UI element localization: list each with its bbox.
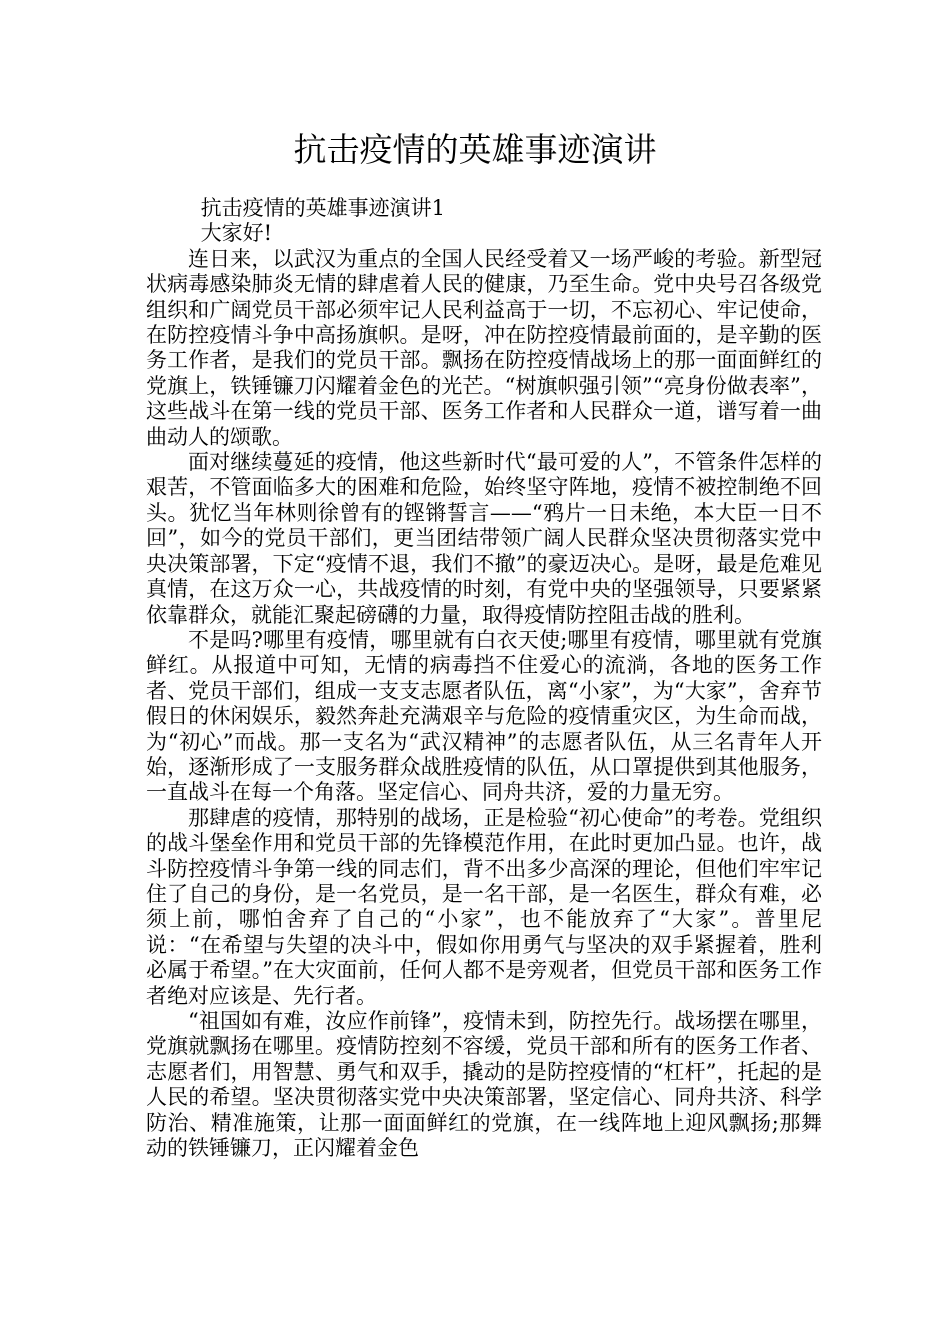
document-title: 抗击疫情的英雄事迹演讲 [293, 130, 657, 169]
body-paragraph-5: “祖国如有难，汝应作前锋”，疫情未到，防控先行。战场摆在哪里，党旗就飘扬在哪里。疫情防控刻不容缓，党员干部和所有的医务工作者、志愿者们，用智慧、勇气和双手，撬动的是防控疫情的“杠杆”，托起的是人民的希望。坚决贯彻落实党中央决策部署，坚定信心、同舟共济、科学防治、精准施策，让那一面面鲜红的党旗，在一线阵地上迎风飘扬;那舞动的铁锤镰刀，正闪耀着金色 [146, 1009, 822, 1161]
greeting-line: 大家好! [200, 221, 273, 246]
section-heading: 抗击疫情的英雄事迹演讲1 [200, 196, 445, 220]
document-body [146, 196, 822, 1161]
body-paragraph-3: 不是吗?哪里有疫情，哪里就有白衣天使;哪里有疫情，哪里就有党旗鲜红。从报道中可知，无情的病毒挡不住爱心的流淌，各地的医务工作者、党员干部们，组成一支支志愿者队伍，离“小家”，为“大家”，舍弃节假日的休闲娱乐，毅然奔赴充满艰辛与危险的疫情重灾区，为生命而战，为“初心”而战。那一支名为“武汉精神”的志愿者队伍，从三名青年人开始，逐渐形成了一支服务群众战胜疫情的队伍，从口罩提供到其他服务，一直战斗在每一个角落。坚定信心、同舟共济，爱的力量无穷。 [146, 627, 822, 805]
body-paragraph-2: 面对继续蔓延的疫情，他这些新时代“最可爱的人”，不管条件怎样的艰苦，不管面临多大的困难和危险，始终坚守阵地，疫情不被控制绝不回头。犹忆当年林则徐曾有的铿锵誓言——“鸦片一日未绝，本大臣一日不回”，如今的党员干部们，更当团结带领广阔人民群众坚决贯彻落实党中央决策部署，下定“疫情不退，我们不撤”的豪迈决心。是呀，最是危难见真情，在这万众一心，共战疫情的时刻，有党中央的坚强领导，只要紧紧依靠群众，就能汇聚起磅礴的力量，取得疫情防控阻击战的胜利。 [146, 450, 822, 627]
body-paragraph-1: 连日来，以武汉为重点的全国人民经受着又一场严峻的考验。新型冠状病毒感染肺炎无情的肆虐着人民的健康，乃至生命。党中央号召各级党组织和广阔党员干部必须牢记人民利益高于一切，不忘初心、牢记使命，在防控疫情斗争中高扬旗帜。是呀，冲在防控疫情最前面的，是辛勤的医务工作者，是我们的党员干部。飘扬在防控疫情战场上的那一面面鲜红的党旗上，铁锤镰刀闪耀着金色的光芒。“树旗帜强引领”“亮身份做表率”，这些战斗在第一线的党员干部、医务工作者和人民群众一道，谱写着一曲曲动人的颂歌。 [146, 246, 822, 449]
body-paragraph-4: 那肆虐的疫情，那特别的战场，正是检验“初心使命”的考卷。党组织的战斗堡垒作用和党员干部的先锋模范作用，在此时更加凸显。也许，战斗防控疫情斗争第一线的同志们，背不出多少高深的理论，但他们牢牢记住了自己的身份，是一名党员，是一名干部，是一名医生，群众有难，必须上前，哪怕舍弃了自己的“小家”，也不能放弃了“大家”。普里尼说：“在希望与失望的决斗中，假如你用勇气与坚决的双手紧握着，胜利必属于希望。”在大灾面前，任何人都不是旁观者，但党员干部和医务工作者绝对应该是、先行者。 [146, 805, 822, 1008]
